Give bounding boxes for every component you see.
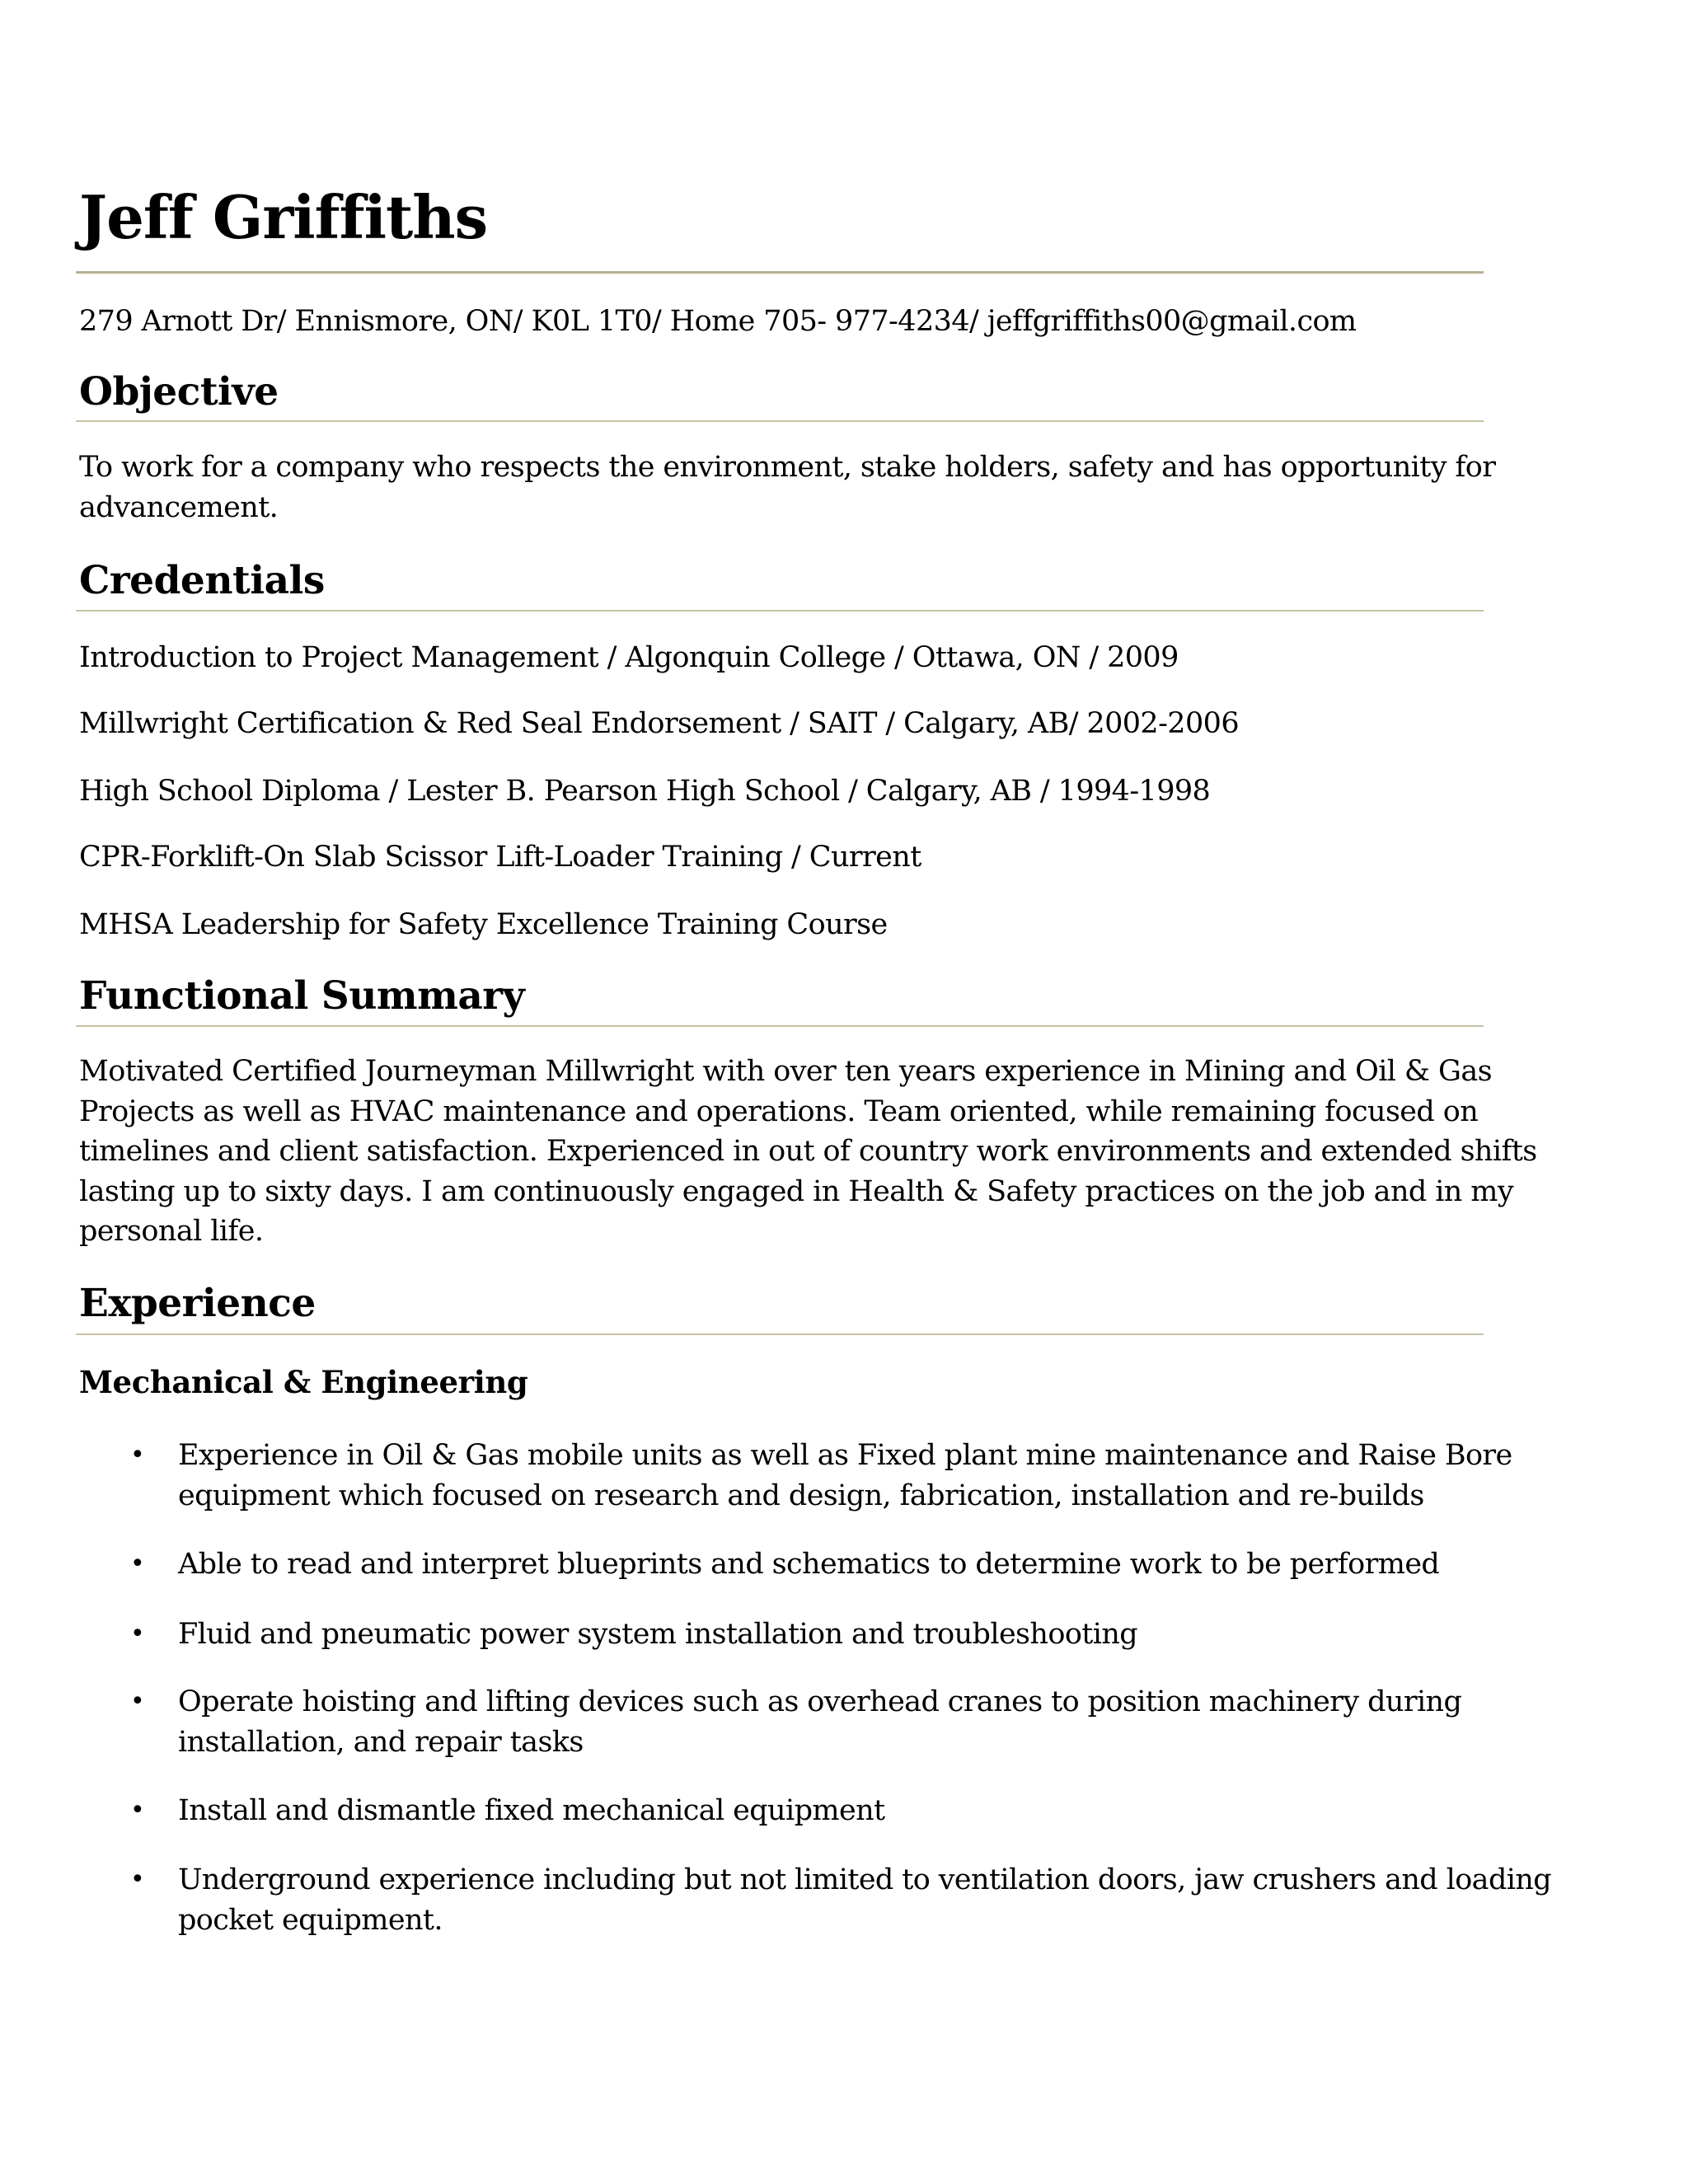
bullet-line: Operate hoisting and lifting devices such as overhead cranes to position machinery during bbox=[178, 1685, 1462, 1718]
credentials-divider bbox=[76, 610, 1484, 612]
bullet-text bbox=[178, 1791, 1497, 1831]
credential-item: Introduction to Project Management / Algonquin College / Ottawa, ON / 2009 bbox=[79, 641, 1179, 674]
bullet-icon: • bbox=[130, 1687, 145, 1716]
summary-line: personal life. bbox=[79, 1215, 264, 1248]
bullet-line: Experience in Oil & Gas mobile units as well as Fixed plant mine maintenance and Raise Bore bbox=[178, 1439, 1512, 1472]
summary-divider bbox=[76, 1025, 1484, 1027]
bullet-text bbox=[178, 1436, 1512, 1516]
name-divider bbox=[76, 271, 1484, 274]
experience-divider bbox=[76, 1333, 1484, 1335]
bullet-line: equipment which focused on research and design, fabrication, installation and re-builds bbox=[178, 1479, 1424, 1512]
credential-item: MHSA Leadership for Safety Excellence Training Course bbox=[79, 908, 888, 941]
bullet-line: Fluid and pneumatic power system installation and troubleshooting bbox=[178, 1618, 1138, 1651]
summary-line: Motivated Certified Journeyman Millwright with over ten years experience in Mining and Oil & Gas bbox=[79, 1055, 1492, 1088]
objective-line: advancement. bbox=[79, 490, 279, 524]
objective-divider bbox=[76, 420, 1484, 422]
credential-item: Millwright Certification & Red Seal Endorsement / SAIT / Calgary, AB/ 2002-2006 bbox=[79, 707, 1239, 740]
summary-line: lasting up to sixty days. I am continuously engaged in Health & Safety practices on the job and in my bbox=[79, 1174, 1514, 1208]
bullet-line: Able to read and interpret blueprints and schematics to determine work to be performed bbox=[178, 1548, 1440, 1581]
bullet-text bbox=[178, 1544, 1497, 1585]
summary-text bbox=[79, 1052, 1537, 1252]
summary-heading: Functional Summary bbox=[79, 973, 525, 1019]
credentials-heading: Credentials bbox=[79, 558, 325, 603]
bullet-text bbox=[178, 1860, 1552, 1940]
bullet-icon: • bbox=[130, 1619, 145, 1648]
resume-name: Jeff Griffiths bbox=[79, 182, 488, 252]
objective-line: To work for a company who respects the environment, stake holders, safety and has opportunity for bbox=[79, 451, 1496, 484]
bullet-icon: • bbox=[130, 1865, 145, 1894]
bullet-text bbox=[178, 1682, 1497, 1762]
credential-item: High School Diploma / Lester B. Pearson High School / Calgary, AB / 1994-1998 bbox=[79, 775, 1211, 808]
contact-line: 279 Arnott Dr/ Ennismore, ON/ K0L 1T0/ Home 705- 977-4234/ jeffgriffiths00@gmail.com bbox=[79, 305, 1357, 338]
bullet-icon: • bbox=[130, 1796, 145, 1825]
objective-heading: Objective bbox=[79, 369, 279, 415]
objective-text bbox=[79, 448, 1496, 527]
credential-item: CPR-Forklift-On Slab Scissor Lift-Loader Training / Current bbox=[79, 841, 921, 874]
experience-heading: Experience bbox=[79, 1281, 316, 1326]
bullet-icon: • bbox=[130, 1441, 145, 1469]
bullet-line: installation, and repair tasks bbox=[178, 1725, 584, 1759]
bullet-icon: • bbox=[130, 1549, 145, 1578]
bullet-line: Install and dismantle fixed mechanical equipment bbox=[178, 1794, 885, 1827]
summary-line: Projects as well as HVAC maintenance and operations. Team oriented, while remaining focused on bbox=[79, 1094, 1479, 1128]
bullet-line: Underground experience including but not limited to ventilation doors, jaw crushers and loading bbox=[178, 1863, 1552, 1896]
bullet-line: pocket equipment. bbox=[178, 1903, 443, 1937]
summary-line: timelines and client satisfaction. Experienced in out of country work environments and extended shifts bbox=[79, 1135, 1537, 1168]
experience-subheading: Mechanical & Engineering bbox=[79, 1364, 528, 1400]
bullet-text bbox=[178, 1615, 1497, 1655]
